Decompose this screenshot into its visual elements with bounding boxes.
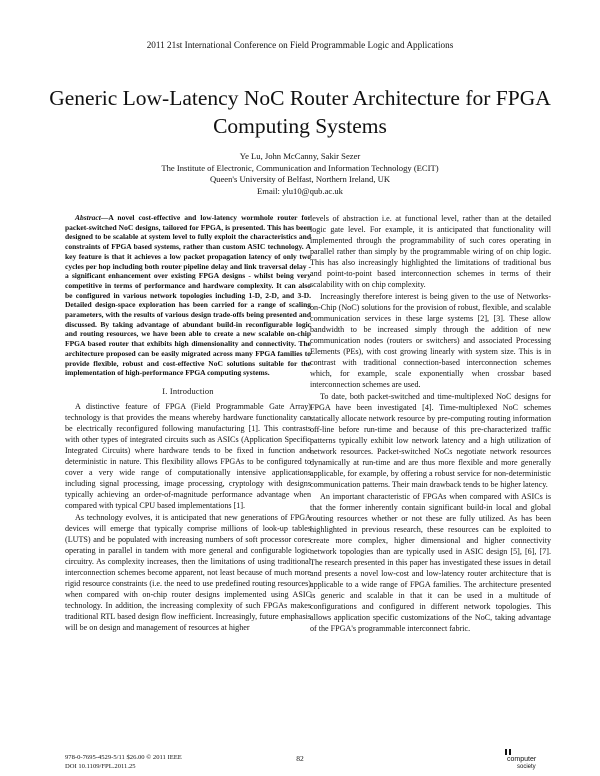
- computer-society-logo: [503, 748, 553, 770]
- abstract: [65, 213, 311, 378]
- isbn-line: 978-0-7695-4529-5/11 $26.00 © 2011 IEEE: [65, 754, 182, 761]
- body-paragraph: An important characteristic of FPGAs when compared with ASICs is that the former inherently contain significant build-in local and global routing resources whether or not these are fully utilized. As has been highlighted in previous research, these resources can be exploited to create more complex, higher dimensional and higher connectivity network topologies than are typically used in ASIC design [5], [6], [7]. The research presented in this paper has investigated these issues in detail and presents a novel low-cost and low-latency router architecture that is applicable to a wide range of FPGA families. The architecture presented is generic and scalable in that it can be used in a multitude of configurations and configured in different network topologies. This allows application specific customizations of the NoC, taking advantage of the FPGA's programmable interconnect fabric.: [310, 492, 551, 633]
- author-email: Email: ylu10@qub.ac.uk: [257, 185, 343, 196]
- author-block: [40, 151, 560, 197]
- abstract-label: Abstract: [75, 213, 101, 222]
- left-column: [65, 213, 311, 634]
- section-heading-introduction: I. Introduction: [162, 386, 214, 396]
- page-number: 82: [296, 754, 304, 763]
- body-paragraph: To date, both packet-switched and time-multiplexed NoC designs for FPGA have been investigated [4]. Time-multiplexed NoC schemes statically allocate network resource by pre-computing routing information off-line before run-time and because of this pre-characterized traffic patterns typically exhibit low network latency and a high utilization of network resources. Packet-switched NoCs negotiate network resources dynamically at run-time and are thus more flexible and more generally applicable, for example, by offering a robust service for non-deterministic communication patterns. Their main drawback tends to be higher latency.: [310, 392, 551, 489]
- logo-text-society: society: [517, 764, 536, 770]
- conference-header: 2011 21st International Conference on Field Programmable Logic and Applications: [146, 40, 454, 50]
- paper-title: Generic Low-Latency NoC Router Architecture for FPGA Computing Systems: [49, 86, 551, 138]
- body-paragraph: levels of abstraction i.e. at functional level, rather than at the detailed logic gate level. For example, it is anticipated that functionality will implemented through the programmability of such cores operating in parallel rather than simply by the programmable wiring of on chip logic. This has also increasingly highlighted the limitations of traditional bus and point-to-point based interconnection schemes in terms of their scalability with on chip complexity.: [310, 214, 551, 289]
- doi-line: DOI 10.1109/FPL.2011.25: [65, 762, 136, 770]
- body-paragraph: Increasingly therefore interest is being given to the use of Networks-on-Chip (NoC) solutions for the provision of robust, flexible, and scalable communication services in these large systems [2], [3]. These allow bandwidth to be increased simply through the addition of new communication nodes (routers or switchers) and associated Processing Elements (PEs), with cost growing linearly with system size. This is in contrast with traditional connection-based interconnection schemes which, for example, scale exponentially when crossbar based interconnection schemes are used.: [310, 292, 551, 389]
- author-names: Ye Lu, John McCanny, Sakir Sezer: [239, 151, 361, 161]
- body-paragraph: As technology evolves, it is anticipated that new generations of FPGA devices will emerge that typically comprise millions of look-up tables (LUTS) and be populated with increasing numbers of soft processor cores operating in parallel in tandem with more general and configurable logic circuitry. As complexity increases, then the limitations of using traditional interconnection schemes become apparent, not least because of much more rigid resource constraints (i.e. the need to use predefined routing resources) when compared with on-chip router designs implemented using ASIC technology. In addition, the increasing complexity of such FPGAs makes traditional RTL based design flow inefficient. Increasingly, future emphasis will be on design and management of resources at higher: [65, 512, 311, 632]
- right-column: [310, 213, 551, 635]
- affiliation-line-2: Queen's University of Belfast, Northern Ireland, UK: [209, 174, 391, 185]
- logo-text-computer: computer: [507, 756, 537, 763]
- abstract-text: —A novel cost-effective and low-latency wormhole router for packet-switched NoC designs, tailored for FPGA, is presented. This has been designed to be scalable at system level to fully exploit the characteristics and constraints of FPGA based systems, rather than custom ASIC technology. A key feature is that it achieves a low packet propagation latency of only two cycles per hop including both router pipeline delay and link traversal delay - a significant enhancement over existing FPGA designs - whilst being very competitive in terms of performance and hardware complexity. It can also be configured in various network topologies including 1-D, 2-D, and 3-D. Detailed design-space exploration has been carried for a range of scaling parameters, with the results of various design trade-offs being presented and discussed. By taking advantage of abundant build-in reconfigurable logic and routing resources, we have been able to create a new scalable on-chip FPGA based router that exhibits high dimensionality and connectivity. The architecture proposed can be easily migrated across many FPGA families to provide flexible, robust and cost-effective NoC solutions suitable for the implementation of high-performance FPGA computing systems.: [65, 213, 311, 378]
- affiliation-line-1: The Institute of Electronic, Communication and Information Technology (ECIT): [161, 162, 439, 173]
- body-paragraph: A distinctive feature of FPGA (Field Programmable Gate Array) technology is that provides the means whereby hardware functionality can be electrically reconfigured following manufacturing [1]. This contrasts with other types of integrated circuits such as ASICs (Application Specific Integrated Circuits) where hardware tends to be fixed in function and deterministic in nature. This flexibility allows FPGAs to be configured to cover a very wide range of computationally intensive applications including signal processing, image processing, cryptology with designs typically achieving an order-of-magnitude performance advantage when compared with typical CPU based implementations [1].: [65, 401, 311, 510]
